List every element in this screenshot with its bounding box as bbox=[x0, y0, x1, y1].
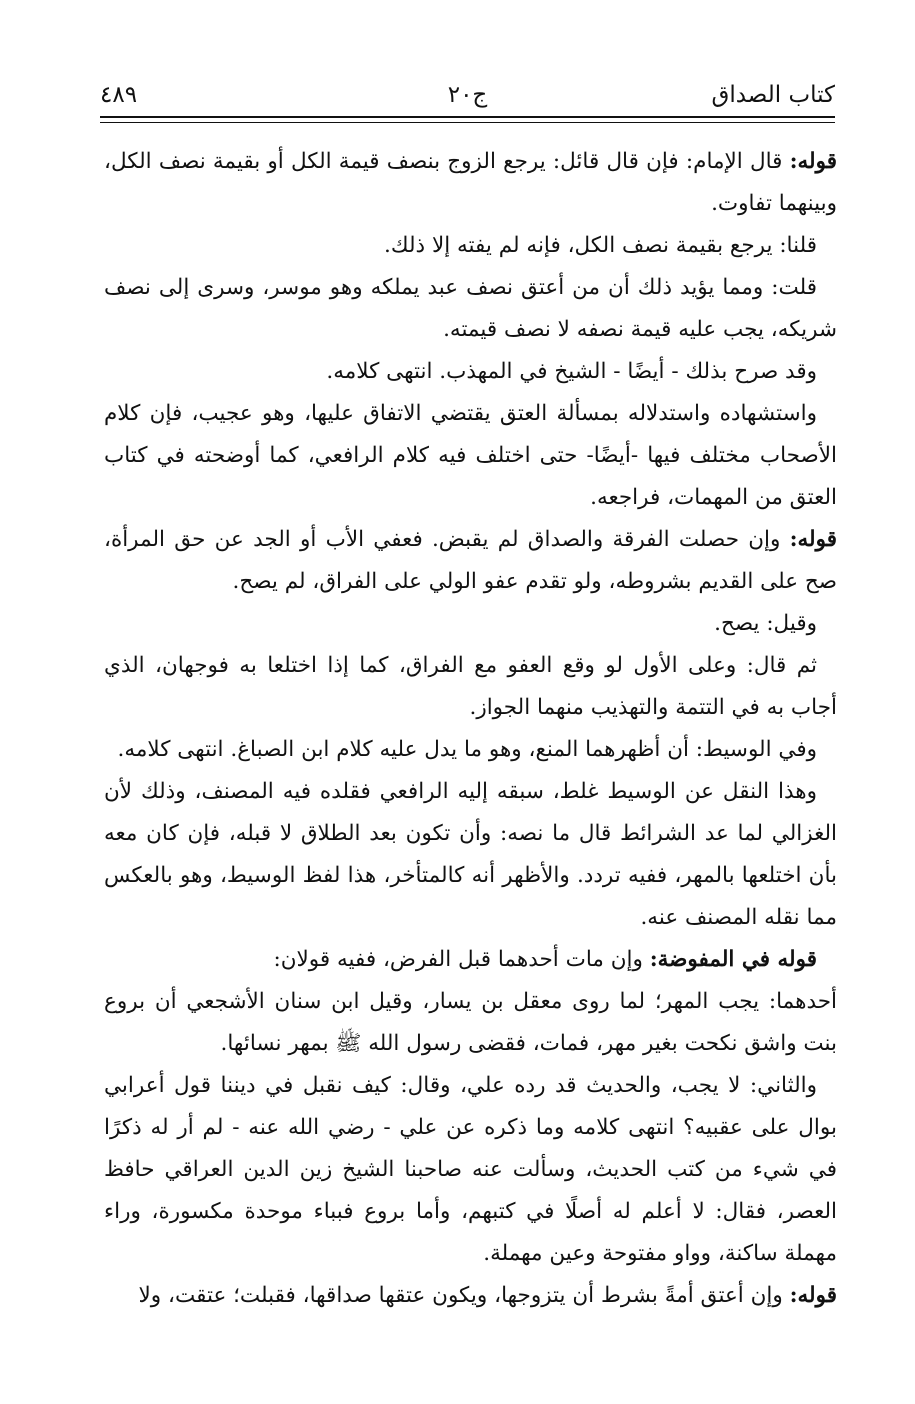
paragraph-label: قوله: bbox=[789, 149, 837, 174]
paragraph-text: وقد صرح بذلك - أيضًا - الشيخ في المهذب. انتهى كلامه. bbox=[326, 359, 817, 384]
paragraph-text: أحدهما: يجب المهر؛ لما روى معقل بن يسار، وقيل ابن سنان الأشجعي أن بروع بنت واشق نكحت بغير مهر، فمات، فقضى رسول الله ﷺ بمهر نسائها. bbox=[104, 989, 837, 1056]
running-header bbox=[100, 76, 835, 116]
book-title: كتاب الصداق bbox=[711, 82, 835, 108]
paragraph-label: قوله في المفوضة: bbox=[649, 947, 817, 972]
paragraph bbox=[104, 519, 837, 603]
paragraph-text: وفي الوسيط: أن أظهرهما المنع، وهو ما يدل عليه كلام ابن الصباغ. انتهى كلامه. bbox=[117, 737, 817, 762]
paragraph bbox=[104, 729, 837, 771]
header-rule-thick bbox=[100, 116, 835, 118]
paragraph bbox=[104, 603, 837, 645]
paragraph bbox=[104, 1275, 837, 1317]
paragraph-text: وقيل: يصح. bbox=[714, 611, 817, 636]
paragraph-text: ثم قال: وعلى الأول لو وقع العفو مع الفراق، كما إذا اختلعا به فوجهان، الذي أجاب به في التتمة والتهذيب منهما الجواز. bbox=[104, 653, 837, 720]
paragraph-label: قوله: bbox=[789, 1283, 837, 1308]
paragraph-label: قوله: bbox=[789, 527, 837, 552]
paragraph-text: وإن مات أحدهما قبل الفرض، ففيه قولان: bbox=[273, 947, 650, 972]
paragraph-text: وإن حصلت الفرقة والصداق لم يقبض. فعفي الأب أو الجد عن حق المرأة، صح على القديم بشروطه، ولو تقدم عفو الولي على الفراق، لم يصح. bbox=[104, 527, 837, 594]
page-number: ٤٨٩ bbox=[100, 82, 138, 108]
paragraph-text: واستشهاده واستدلاله بمسألة العتق يقتضي الاتفاق عليها، وهو عجيب، فإن كلام الأصحاب مختلف فيها -أيضًا- حتى اختلف فيه كلام الرافعي، كما أوضحته في كتاب العتق من المهمات، فراجعه. bbox=[104, 401, 837, 510]
paragraph-text: قلت: ومما يؤيد ذلك أن من أعتق نصف عبد يملكه وهو موسر، وسرى إلى نصف شريكه، يجب عليه قيمة نصفه لا نصف قيمته. bbox=[104, 275, 837, 342]
paragraph bbox=[104, 981, 837, 1065]
paragraph-text: وإن أعتق أمةً بشرط أن يتزوجها، ويكون عتقها صداقها، فقبلت؛ عتقت، ولا bbox=[138, 1283, 790, 1308]
paragraph bbox=[104, 225, 837, 267]
paragraph bbox=[104, 351, 837, 393]
paragraph bbox=[104, 645, 837, 729]
paragraph bbox=[104, 939, 837, 981]
paragraph bbox=[104, 1065, 837, 1275]
paragraph bbox=[104, 141, 837, 225]
paragraph bbox=[104, 267, 837, 351]
paragraph-text: قلنا: يرجع بقيمة نصف الكل، فإنه لم يفته إلا ذلك. bbox=[384, 233, 817, 258]
paragraph-text: والثاني: لا يجب، والحديث قد رده علي، وقال: كيف نقبل في ديننا قول أعرابي بوال على عقبيه؟ انتهى كلامه وما ذكره عن علي - رضي الله عنه - لم أر له ذكرًا في شيء من كتب الحديث، وسألت عنه صاحبنا الشيخ زين الدين العراقي حافظ العصر، فقال: لا أعلم له أصلًا في كتبهم، وأما بروع فبباء موحدة مكسورة، وراء مهملة ساكنة، وواو مفتوحة وعين مهملة. bbox=[104, 1073, 837, 1266]
paragraph bbox=[104, 393, 837, 519]
header-rule-thin bbox=[100, 122, 835, 123]
paragraph-text: وهذا النقل عن الوسيط غلط، سبقه إليه الرافعي فقلده فيه المصنف، وذلك لأن الغزالي لما عد الشرائط قال ما نصه: وأن تكون بعد الطلاق لا قبله، فإن كان معه بأن اختلعها بالمهر، ففيه تردد. والأظهر أنه كالمتأخر، هذا لفظ الوسيط، وهو بالعكس مما نقله المصنف عنه. bbox=[104, 779, 837, 930]
body-text bbox=[104, 141, 837, 1317]
volume-label: ج٢٠ bbox=[447, 82, 488, 108]
paragraph bbox=[104, 771, 837, 939]
paragraph-text: قال الإمام: فإن قال قائل: يرجع الزوج بنصف قيمة الكل أو بقيمة نصف الكل، وبينهما تفاوت. bbox=[104, 149, 837, 216]
